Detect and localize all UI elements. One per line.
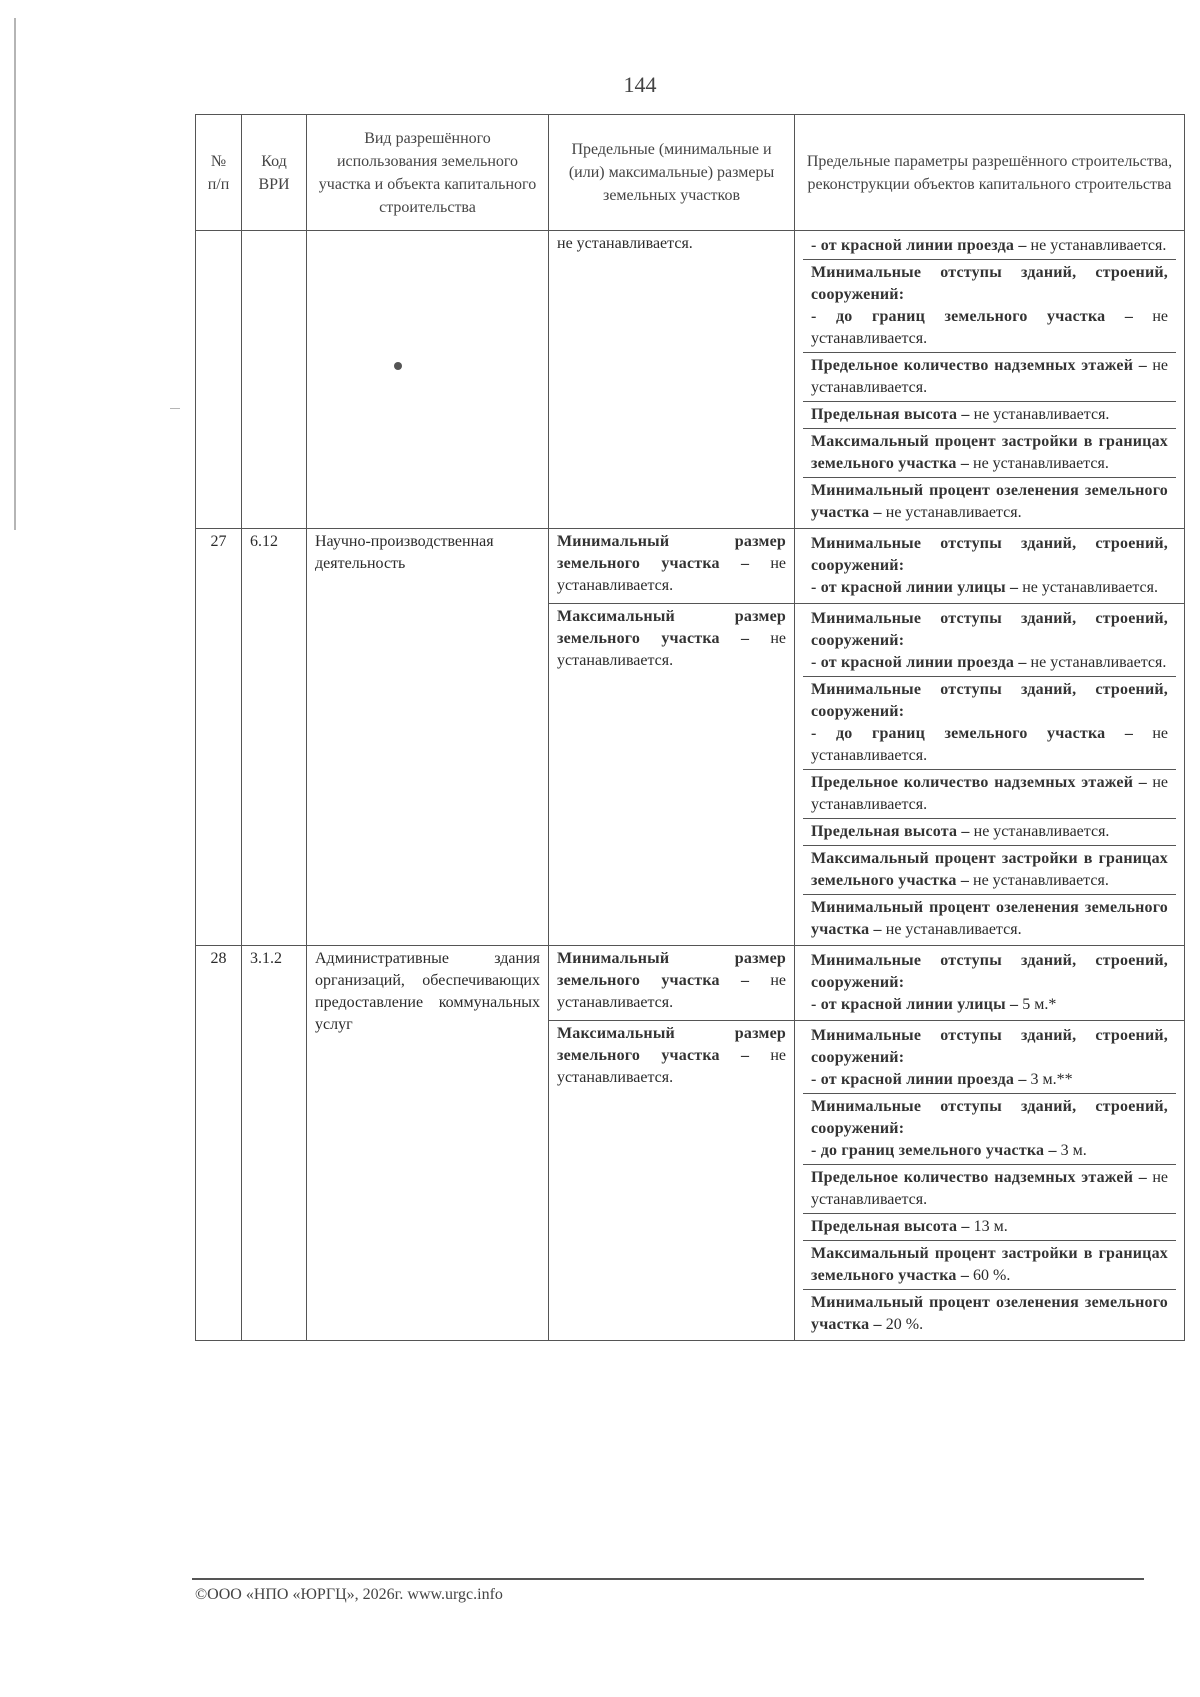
param-item (803, 1023, 1176, 1094)
cell-params-a (795, 529, 1185, 604)
param-label: Максимальный процент застройки в границах земельного участка – (811, 850, 1168, 889)
param-item (803, 948, 1176, 1018)
header-num: № п/п (196, 115, 242, 231)
param-label: Минимальные отступы зданий, строений, сооружений: - от красной линии улицы – (811, 535, 1168, 596)
param-value: не устанавливается. (1030, 654, 1167, 671)
param-value: 3 м.** (1030, 1071, 1073, 1088)
param-label: Минимальные отступы зданий, строений, сооружений: - от красной линии проезда – (811, 610, 1168, 671)
param-value: не устанавливается. (811, 774, 1168, 813)
footer-rule (192, 1578, 1144, 1580)
param-value: не устанавливается. (811, 725, 1168, 764)
header-params: Предельные параметры разрешённого строительства, реконструкции объектов капитального строительства (795, 115, 1185, 231)
param-value: 13 м. (973, 1218, 1008, 1235)
param-item (803, 677, 1176, 770)
plot-size-max-value: не устанавливается. (557, 1047, 787, 1086)
param-value: 20 %. (885, 1316, 924, 1333)
cell-use-type (307, 231, 549, 529)
use-type: Административные здания организаций, обеспечивающих предоставление коммунальных услуг (307, 946, 549, 1341)
plot-size-min-value: не устанавливается. (557, 972, 787, 1011)
param-label: Минимальные отступы зданий, строений, сооружений: - от красной линии улицы – (811, 952, 1168, 1013)
footer-copyright: ©ООО «НПО «ЮРГЦ», 2026г. www.urgc.info (195, 1586, 503, 1603)
param-label: Минимальные отступы зданий, строений, сооружений: - до границ земельного участка – (811, 1098, 1168, 1159)
param-item (803, 1241, 1176, 1290)
header-code: Код ВРИ (242, 115, 307, 231)
plot-size-max (549, 604, 795, 946)
param-item (803, 260, 1176, 353)
plot-size-max-label: Максимальный размер земельного участка – (557, 1025, 786, 1064)
cell-params-b (795, 1021, 1185, 1341)
cell-params-a (795, 946, 1185, 1021)
param-label: - от красной линии проезда – (811, 237, 1027, 254)
param-item (803, 478, 1176, 526)
table-row-continuation (196, 231, 1185, 529)
cell-params (795, 231, 1185, 529)
param-label: Максимальный процент застройки в границах земельного участка – (811, 433, 1168, 472)
param-label: Минимальный процент озеленения земельного участка – (811, 899, 1168, 938)
regulations-table (195, 114, 1185, 1341)
table-header-row (196, 115, 1185, 231)
param-value: не устанавливается. (973, 455, 1109, 472)
param-label: Минимальные отступы зданий, строений, сооружений: - до границ земельного участка – (811, 681, 1168, 742)
param-value: не устанавливается. (1030, 237, 1167, 254)
param-label: Максимальный процент застройки в границах земельного участка – (811, 1245, 1168, 1284)
param-item (803, 1094, 1176, 1165)
cell-num (196, 231, 242, 529)
plot-size-max-label: Максимальный размер земельного участка – (557, 608, 786, 647)
param-item (803, 1165, 1176, 1214)
plot-size-min-value: не устанавливается. (557, 555, 787, 594)
param-item (803, 402, 1176, 429)
param-value: не устанавливается. (1022, 579, 1159, 596)
table-row-27 (196, 529, 1185, 604)
param-value: не устанавливается. (811, 308, 1168, 347)
page-number: 144 (623, 72, 657, 97)
param-label: Минимальные отступы зданий, строений, сооружений: - от красной линии проезда – (811, 1027, 1168, 1088)
plot-size-min (549, 529, 795, 604)
plot-size-min (549, 946, 795, 1021)
scan-edge-mark (170, 408, 180, 409)
param-label: Минимальный процент озеленения земельного участка – (811, 1294, 1168, 1333)
param-label: Минимальные отступы зданий, строений, сооружений: - до границ земельного участка – (811, 264, 1168, 325)
param-item (803, 353, 1176, 402)
param-label: Предельное количество надземных этажей – (811, 357, 1147, 374)
param-value: 5 м.* (1022, 996, 1057, 1013)
param-value: не устанавливается. (811, 357, 1168, 396)
plot-size-min-label: Минимальный размер земельного участка – (557, 950, 786, 989)
param-item (803, 819, 1176, 846)
param-label: Предельное количество надземных этажей – (811, 1169, 1147, 1186)
vri-code: 6.12 (242, 529, 307, 946)
cell-params-b (795, 604, 1185, 946)
row-number: 28 (196, 946, 242, 1341)
param-item (803, 1290, 1176, 1338)
param-item (803, 606, 1176, 677)
param-item (803, 1214, 1176, 1241)
param-label: Предельное количество надземных этажей – (811, 774, 1147, 791)
scan-dot-mark (394, 362, 402, 370)
plot-size-min-label: Минимальный размер земельного участка – (557, 533, 786, 572)
table-row-28 (196, 946, 1185, 1021)
header-plot-sizes: Предельные (минимальные и (или) максимальные) размеры земельных участков (549, 115, 795, 231)
param-label: Предельная высота – (811, 823, 970, 840)
plot-size-max-value: не устанавливается. (557, 630, 787, 669)
param-item (803, 846, 1176, 895)
plot-size-max (549, 1021, 795, 1341)
param-item (803, 429, 1176, 478)
param-item (803, 531, 1176, 601)
param-value: не устанавливается. (973, 823, 1110, 840)
param-value: не устанавливается. (973, 872, 1109, 889)
param-value: 60 %. (973, 1267, 1011, 1284)
param-value: 3 м. (1060, 1142, 1087, 1159)
param-value: не устанавливается. (973, 406, 1110, 423)
cell-code (242, 231, 307, 529)
param-item (803, 895, 1176, 943)
param-label: Предельная высота – (811, 1218, 970, 1235)
use-type: Научно-производственная деятельность (307, 529, 549, 946)
param-value: не устанавливается. (885, 504, 1022, 521)
cell-plot-size: не устанавливается. (549, 231, 795, 529)
param-value: не устанавливается. (885, 921, 1022, 938)
param-item (803, 233, 1176, 260)
param-label: Минимальный процент озеленения земельного участка – (811, 482, 1168, 521)
param-item (803, 770, 1176, 819)
row-number: 27 (196, 529, 242, 946)
vri-code: 3.1.2 (242, 946, 307, 1341)
param-value: не устанавливается. (811, 1169, 1168, 1208)
header-use-type: Вид разрешённого использования земельного участка и объекта капитального строительства (307, 115, 549, 231)
param-label: Предельная высота – (811, 406, 970, 423)
